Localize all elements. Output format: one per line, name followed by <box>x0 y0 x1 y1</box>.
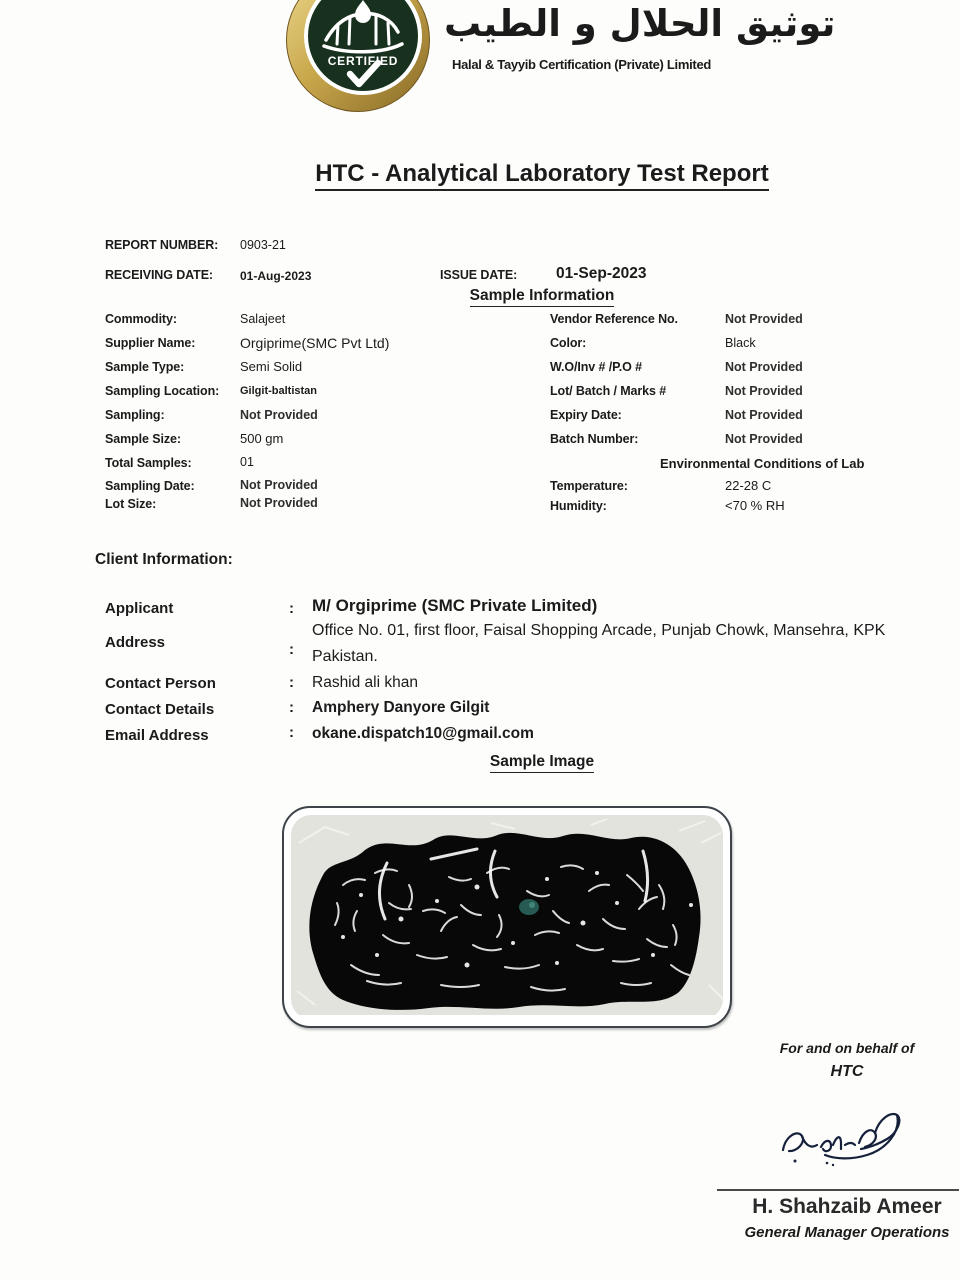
issue-date-label: ISSUE DATE: <box>440 268 518 282</box>
sampling-label: Sampling: <box>105 408 165 422</box>
signatory-name: H. Shahzaib Ameer <box>752 1195 942 1218</box>
receiving-date-value: 01-Aug-2023 <box>240 269 312 283</box>
commodity-label: Commodity: <box>105 312 177 326</box>
signature-line <box>717 1189 959 1191</box>
sample-photo <box>291 815 723 1015</box>
email-address-label: Email Address <box>105 727 209 744</box>
sampling-date-label: Sampling Date: <box>105 479 195 493</box>
color-value: Black <box>725 336 756 350</box>
lot-size-value: Not Provided <box>240 496 318 510</box>
supplier-name-value: Orgiprime(SMC Pvt Ltd) <box>240 335 390 351</box>
vendor-reference-value: Not Provided <box>725 312 803 326</box>
sample-type-label: Sample Type: <box>105 360 185 374</box>
report-number-label: REPORT NUMBER: <box>105 238 219 252</box>
certified-label: CERTIFIED <box>327 54 399 68</box>
signatory-title: General Manager Operations <box>744 1224 950 1241</box>
sample-image-heading: Sample Image <box>490 753 594 773</box>
contact-details-label: Contact Details <box>105 701 215 718</box>
signature-scribble <box>775 1105 910 1175</box>
org-name-arabic: توثيق الحلال و الطيب <box>444 2 836 45</box>
total-samples-value: 01 <box>240 455 254 469</box>
applicant-label: Applicant <box>105 600 174 617</box>
contact-person-label: Contact Person <box>105 675 216 692</box>
sampling-value: Not Provided <box>240 408 318 422</box>
contact-details-value: Amphery Danyore Gilgit <box>312 699 490 716</box>
humidity-value: <70 % RH <box>725 498 785 513</box>
vendor-reference-label: Vendor Reference No. <box>550 312 678 326</box>
color-label: Color: <box>550 336 587 350</box>
email-address-colon: : <box>289 724 294 741</box>
lot-batch-marks-label: Lot/ Batch / Marks # <box>550 384 667 398</box>
halal-certified-badge-icon <box>284 0 432 114</box>
org-name-english: Halal & Tayyib Certification (Private) Limited <box>452 57 712 72</box>
sampling-location-label: Sampling Location: <box>105 384 220 398</box>
supplier-name-label: Supplier Name: <box>105 336 196 350</box>
total-samples-label: Total Samples: <box>105 456 192 470</box>
issue-date-value: 01-Sep-2023 <box>556 265 647 282</box>
signature-org: HTC <box>830 1063 864 1080</box>
report-title: HTC - Analytical Laboratory Test Report <box>315 160 768 191</box>
sample-photo-frame <box>282 806 732 1028</box>
environment-heading: Environmental Conditions of Lab <box>660 456 865 471</box>
address-label: Address <box>105 634 166 651</box>
contact-person-colon: : <box>289 674 294 691</box>
sample-type-value: Semi Solid <box>240 359 303 374</box>
batch-number-value: Not Provided <box>725 432 803 446</box>
applicant-colon: : <box>289 600 294 617</box>
report-number-value: 0903-21 <box>240 238 286 252</box>
address-colon: : <box>289 641 294 658</box>
sample-size-label: Sample Size: <box>105 432 181 446</box>
batch-number-label: Batch Number: <box>550 432 639 446</box>
wo-inv-po-label: W.O/Inv # /P.O # <box>550 360 642 374</box>
commodity-value: Salajeet <box>240 312 286 326</box>
expiry-date-label: Expiry Date: <box>550 408 622 422</box>
client-information-heading: Client Information: <box>95 551 233 568</box>
address-line1: Office No. 01, first floor, Faisal Shopping Arcade, Punjab Chowk, Mansehra, KPK <box>312 622 886 639</box>
sample-information-heading: Sample Information <box>470 287 615 307</box>
lot-size-label: Lot Size: <box>105 497 157 511</box>
temperature-value: 22-28 C <box>725 478 772 493</box>
email-address-value: okane.dispatch10@gmail.com <box>312 725 534 742</box>
temperature-label: Temperature: <box>550 479 628 493</box>
receiving-date-label: RECEIVING DATE: <box>105 268 213 282</box>
contact-details-colon: : <box>289 699 294 716</box>
sample-size-value: 500 gm <box>240 431 284 446</box>
black-sample-blob <box>309 833 700 1010</box>
address-line2: Pakistan. <box>312 648 378 665</box>
sampling-date-value: Not Provided <box>240 478 318 492</box>
humidity-label: Humidity: <box>550 499 607 513</box>
lot-batch-marks-value: Not Provided <box>725 384 803 398</box>
wo-inv-po-value: Not Provided <box>725 360 803 374</box>
signature-preamble: For and on behalf of <box>779 1040 915 1056</box>
applicant-value: M/ Orgiprime (SMC Private Limited) <box>312 596 598 615</box>
expiry-date-value: Not Provided <box>725 408 803 422</box>
contact-person-value: Rashid ali khan <box>312 674 418 691</box>
sampling-location-value: Gilgit-baltistan <box>240 385 317 397</box>
